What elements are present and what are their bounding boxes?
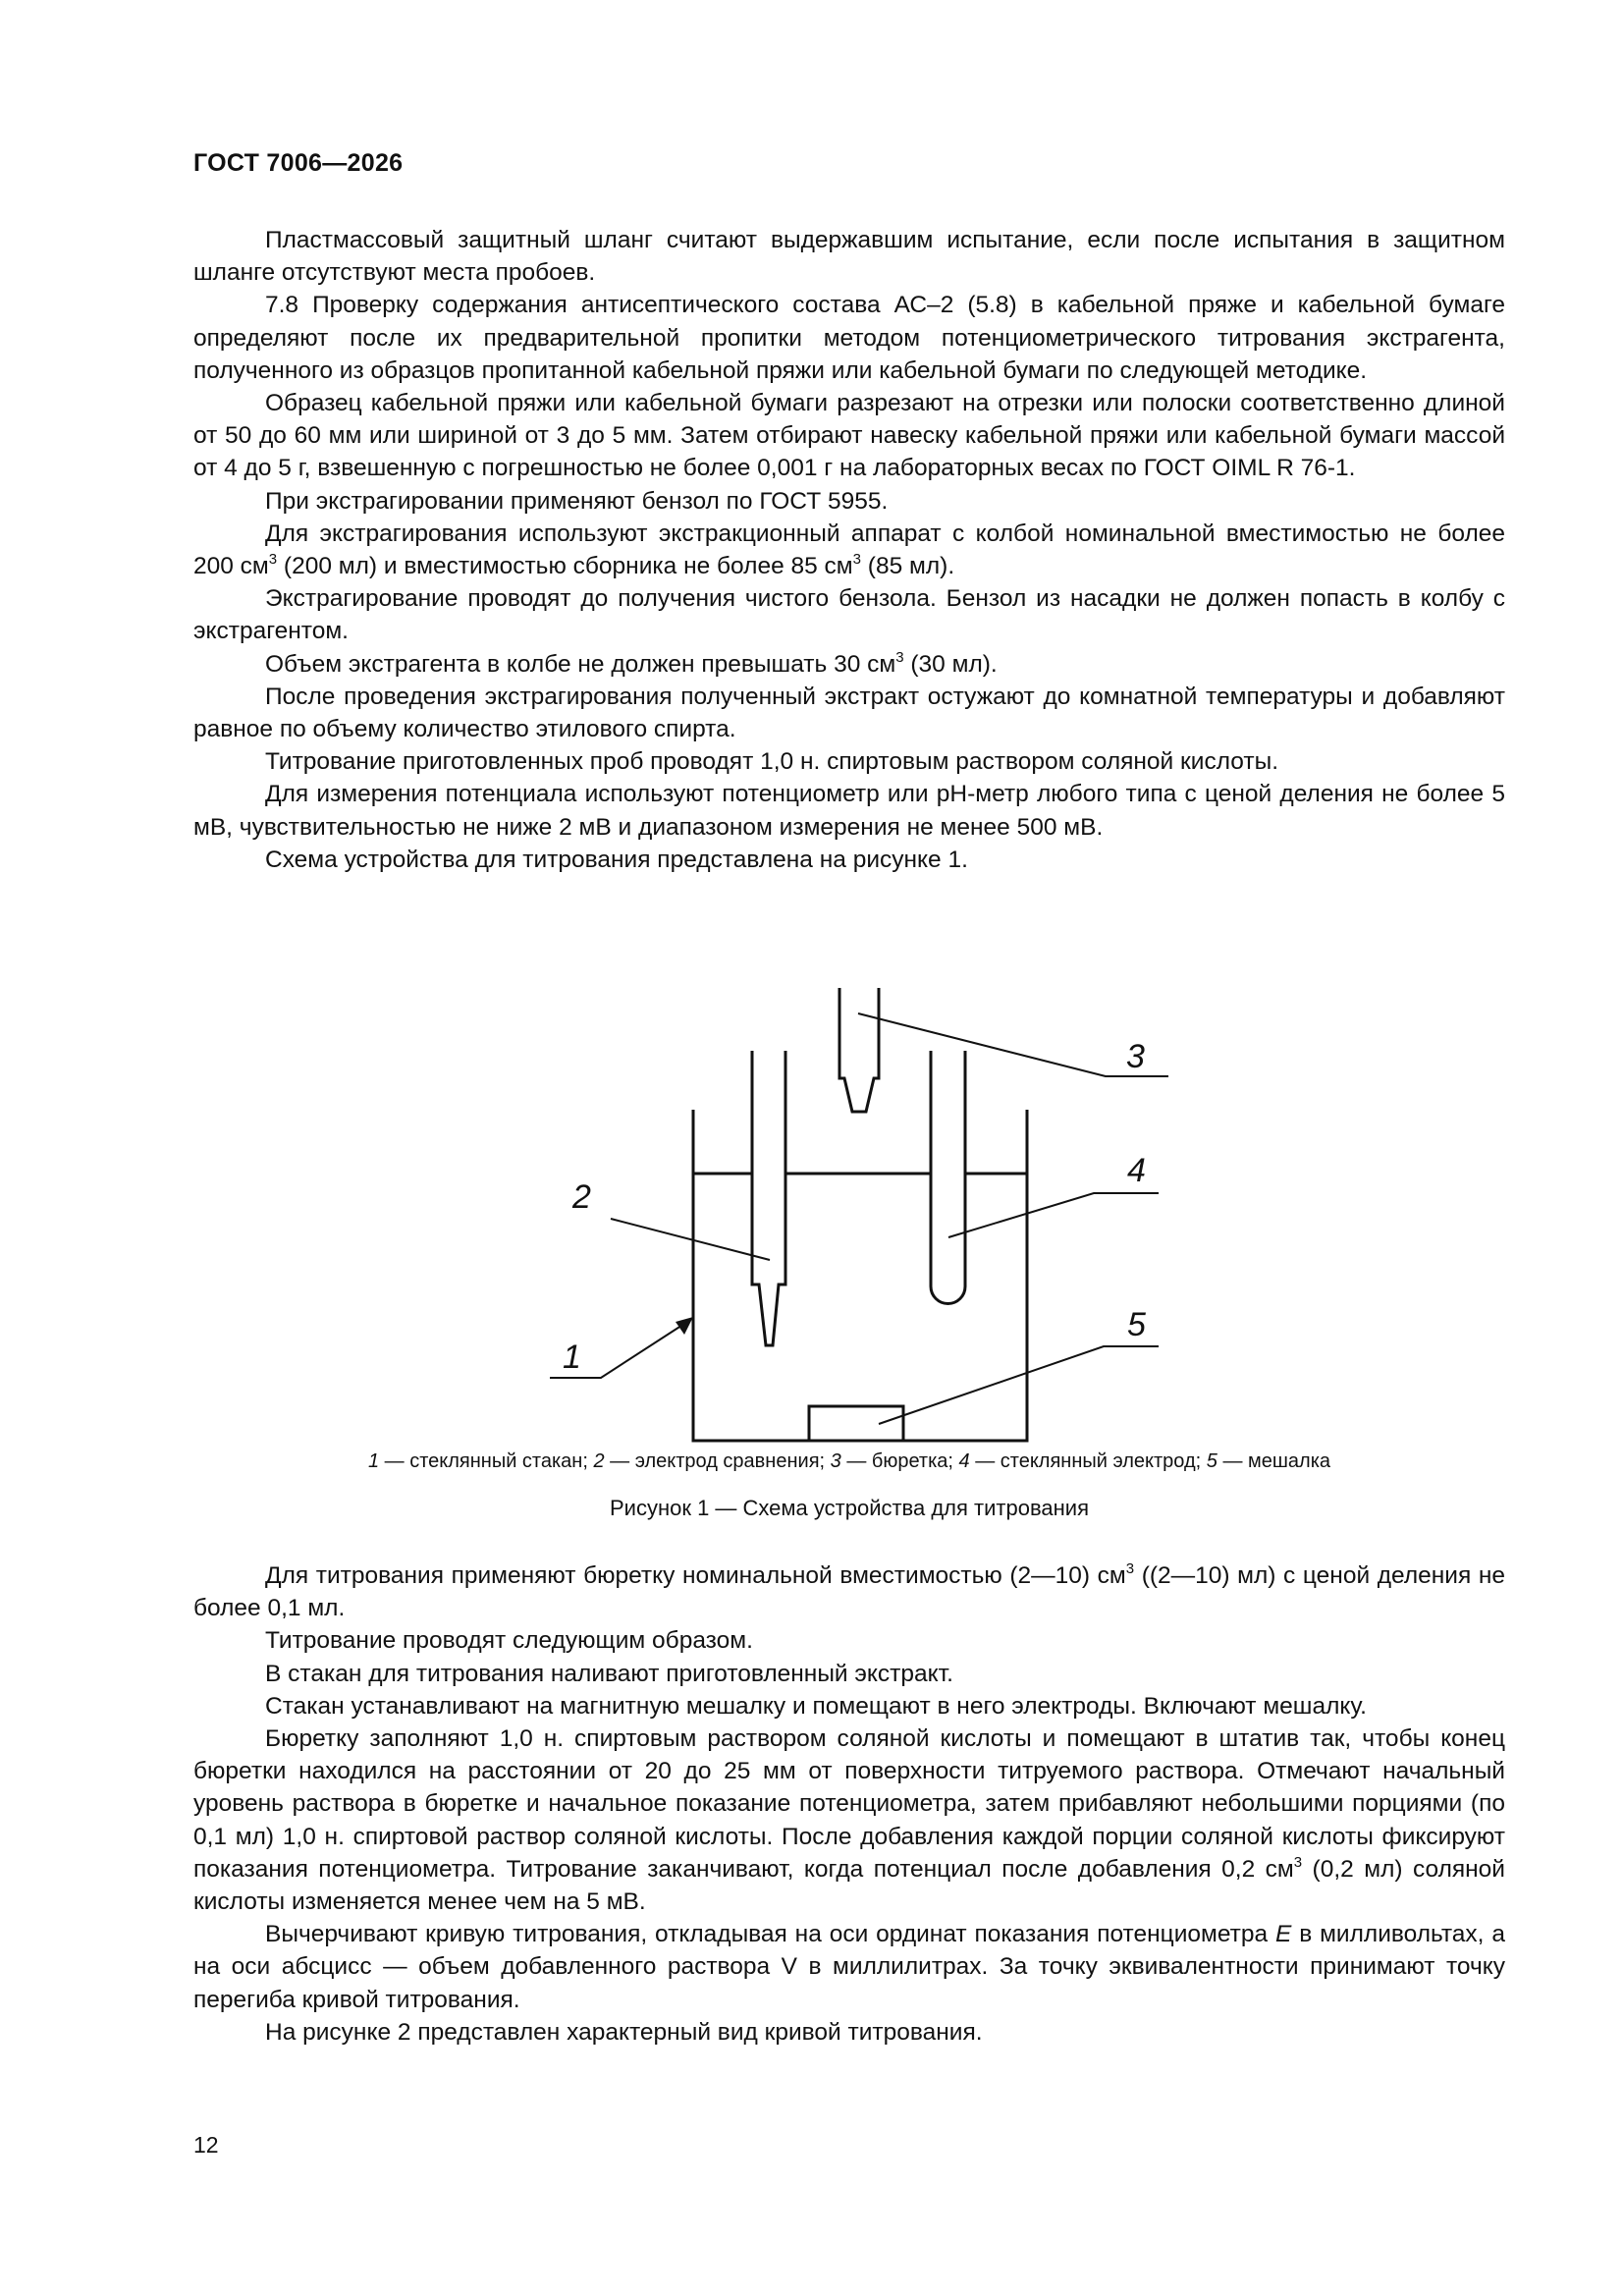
- text-run: Вычерчивают кривую титрования, откладывая на оси ординат показания потенциометра: [265, 1921, 1275, 1948]
- figure-legend: [193, 1450, 1505, 1473]
- paragraph: 7.8 Проверку содержания антисептического состава АС–2 (5.8) в кабельной пряже и кабельной бумаге определяют после их предварительной пропитки методом потенциометрического титрования экстрагента, полученного из образцов пропитанной кабельной пряжи или кабельной бумаги по следующей методике.: [193, 292, 1505, 384]
- document-header: ГОСТ 7006—2026: [193, 149, 404, 177]
- text-run: Объем экстрагента в колбе не должен превышать 30 см: [265, 650, 896, 678]
- paragraph: На рисунке 2 представлен характерный вид кривой титрования.: [265, 2018, 983, 2046]
- text-run: Бюретку заполняют 1,0 н. спиртовым раствором соляной кислоты и помещают в штатив так, чтобы конец бюретки находился на расстоянии от 20 до 25 мм от поверхности титруемого раствора. Отмечают начальный уровень раствора в бюретке и начальное показание потенциометра, затем прибавляют небольшими порциями (по 0,1 мл) 1,0 н. спиртовой раствор соляной кислоты. После добавления каждой порции соляной кислоты фиксируют показания потенциометра. Титрование заканчивают, когда потенциал после добавления 0,2 см: [193, 1725, 1505, 1883]
- paragraph: [193, 1918, 1505, 2016]
- text-run: в милливольтах, а на оси абсцисс — объем добавленного раствора V в миллилитрах. За точку эквивалентности принимают точку перегиба кривой титрования.: [193, 1921, 1505, 2013]
- paragraph: Образец кабельной пряжи или кабельной бумаги разрезают на отрезки или полоски соответственно длиной от 50 до 60 мм или шириной от 3 до 5 мм. Затем отбирают навеску кабельной пряжи или кабельной бумаги массой от 4 до 5 г, взвешенную с погрешностью не более 0,001 г на лабораторных весах по ГОСТ OIML R 76-1.: [193, 390, 1505, 482]
- legend-number: 3: [830, 1450, 841, 1472]
- text-run: Для экстрагирования используют экстракционный аппарат с колбой номинальной вместимостью не более 200 см: [193, 519, 1505, 580]
- superscript: 3: [268, 551, 278, 569]
- paragraph: Титрование проводят следующим образом.: [265, 1627, 753, 1655]
- paragraph: [193, 1722, 1505, 1918]
- leader-line-3: [858, 1013, 1168, 1076]
- figure-label-5: 5: [1127, 1306, 1146, 1343]
- legend-number: 2: [593, 1450, 605, 1472]
- glass-electrode: [931, 1051, 965, 1304]
- legend-number: 4: [958, 1450, 970, 1472]
- legend-number: 5: [1206, 1450, 1217, 1472]
- superscript: 3: [1293, 1853, 1303, 1871]
- figure-label-1: 1: [563, 1339, 581, 1376]
- superscript: 3: [852, 551, 861, 569]
- beaker-outline: [693, 1110, 1027, 1441]
- paragraph: Пластмассовый защитный шланг считают выдержавшим испытание, если после испытания в защитном шланге отсутствуют места пробоев.: [193, 227, 1505, 287]
- text-block-bottom: [193, 1559, 1505, 2049]
- leader-line-5: [879, 1346, 1159, 1424]
- paragraph: Стакан устанавливают на магнитную мешалку и помещают в него электроды. Включают мешалку.: [265, 1692, 1367, 1720]
- arrow-head-1: [676, 1317, 693, 1335]
- paragraph: Схема устройства для титрования представлена на рисунке 1.: [265, 846, 968, 873]
- leader-line-4: [948, 1193, 1159, 1237]
- paragraph: [193, 518, 1505, 582]
- figure-label-3: 3: [1126, 1038, 1145, 1075]
- paragraph: Экстрагирование проводят до получения чистого бензола. Бензол из насадки не должен попасть в колбу с экстрагентом.: [193, 585, 1505, 645]
- figure-label-2: 2: [572, 1178, 591, 1216]
- paragraph: Титрование приготовленных проб проводят 1,0 н. спиртовым раствором соляной кислоты.: [265, 748, 1279, 776]
- text-block-top: [193, 224, 1505, 876]
- text-run: (85 мл).: [861, 553, 955, 580]
- superscript: 3: [895, 648, 904, 666]
- burette: [839, 988, 879, 1112]
- text-run: (200 мл) и вместимостью сборника не более 85 см: [277, 553, 853, 580]
- paragraph: При экстрагировании применяют бензол по ГОСТ 5955.: [265, 487, 889, 515]
- stirrer-bar: [809, 1406, 903, 1441]
- legend-text: — стеклянный стакан;: [379, 1450, 594, 1472]
- leader-line-2: [611, 1219, 770, 1260]
- page-number: 12: [193, 2132, 219, 2158]
- text-run: ((2—10) мл) с ценой деления не более 0,1 мл.: [193, 1562, 1505, 1622]
- legend-text: — стеклянный электрод;: [969, 1450, 1207, 1472]
- paragraph: Для измерения потенциала используют потенциометр или pH-метр любого типа с ценой деления не более 5 мВ, чувствительностью не ниже 2 мВ и диапазоном измерения не менее 500 мВ.: [193, 781, 1505, 841]
- legend-number: 1: [367, 1450, 380, 1472]
- legend-text: — электрод сравнения;: [604, 1450, 831, 1472]
- paragraph: В стакан для титрования наливают приготовленный экстракт.: [265, 1660, 953, 1687]
- paragraph: [193, 1559, 1505, 1624]
- text-run: (30 мл).: [903, 650, 998, 678]
- reference-electrode: [752, 1051, 785, 1345]
- superscript: 3: [1125, 1560, 1135, 1577]
- figure-caption: Рисунок 1 — Схема устройства для титрования: [610, 1496, 1089, 1520]
- leader-line-1: [550, 1322, 687, 1378]
- figure-label-4: 4: [1127, 1152, 1146, 1189]
- text-run: (0,2 мл) соляной кислоты изменяется менее чем на 5 мВ.: [193, 1855, 1505, 1916]
- paragraph: [193, 648, 1505, 681]
- italic-symbol: E: [1275, 1921, 1292, 1948]
- paragraph: После проведения экстрагирования полученный экстракт остужают до комнатной температуры и добавляют равное по объему количество этилового спирта.: [193, 683, 1505, 743]
- legend-text: — бюретка;: [840, 1450, 959, 1472]
- text-run: Для титрования применяют бюретку номинальной вместимостью (2—10) см: [265, 1562, 1126, 1589]
- legend-text: — мешалка: [1217, 1450, 1331, 1472]
